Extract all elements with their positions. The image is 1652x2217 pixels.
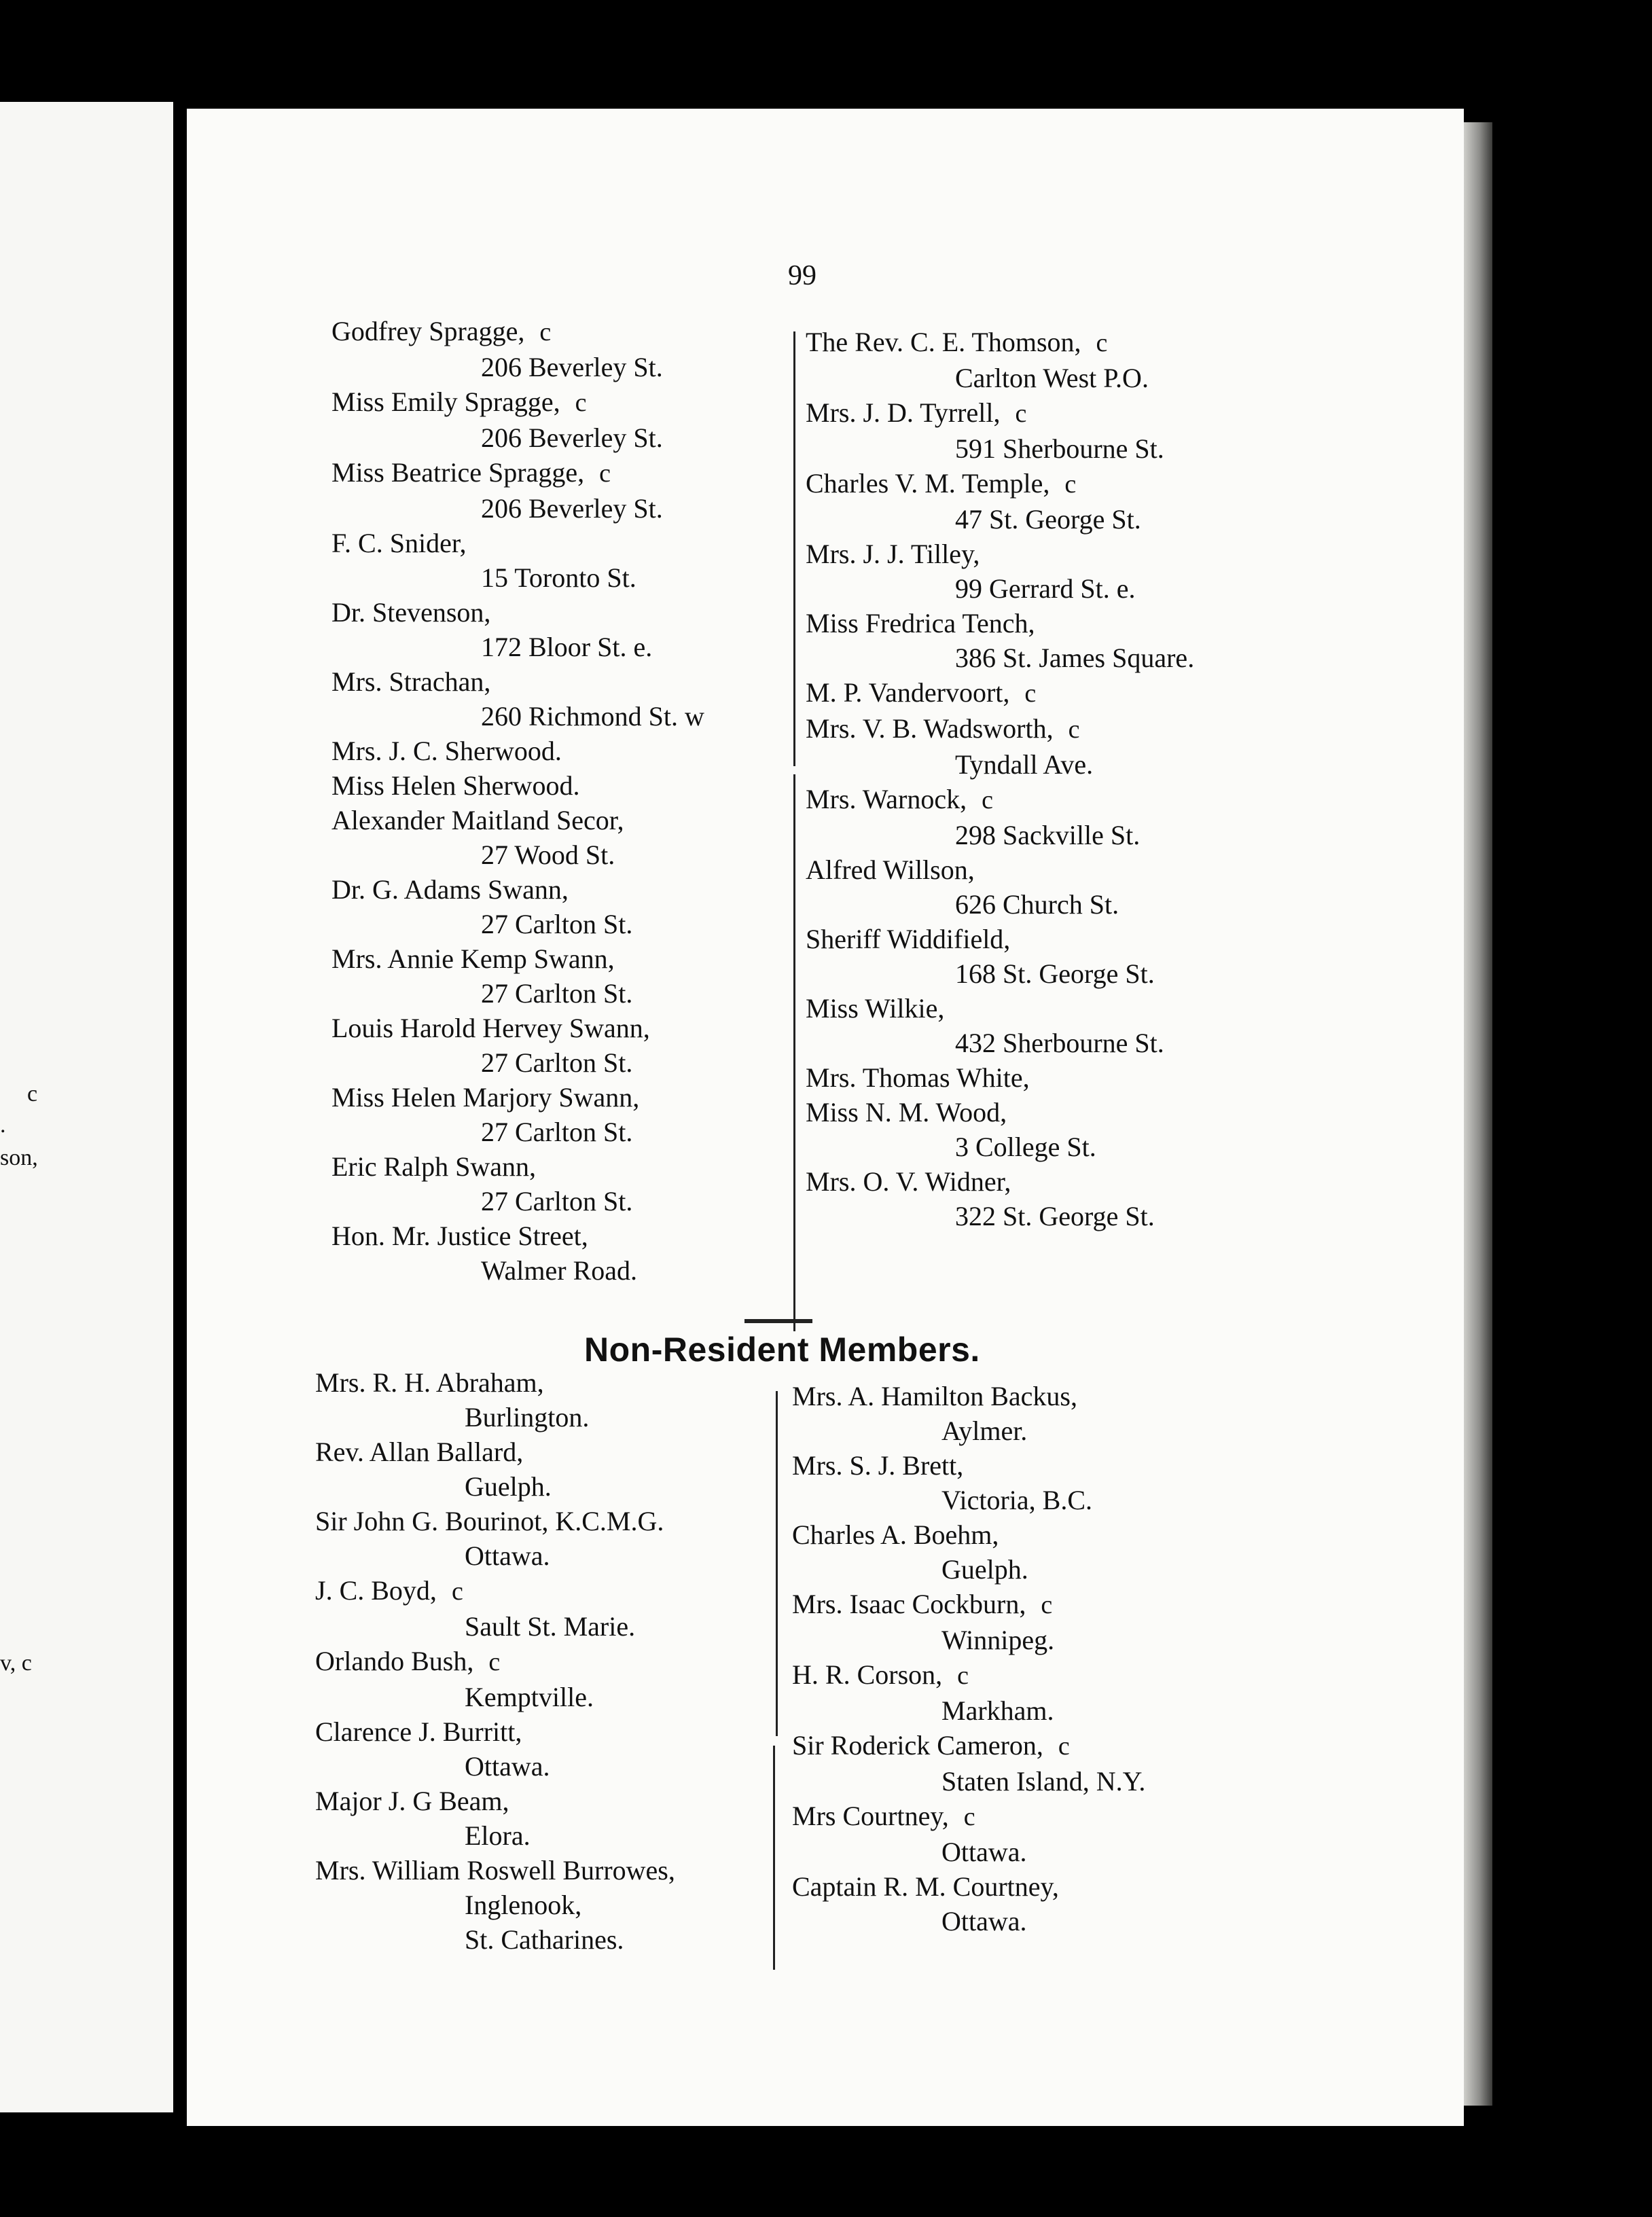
member-name-text: Charles A. Boehm, [792,1519,999,1550]
member-name [331,1149,704,1184]
member-address: 206 Beverley St. [481,493,663,524]
member-address: Victoria, B.C. [941,1485,1093,1515]
member-entry [315,1853,675,1957]
column-rule [793,774,795,1331]
member-address: 3 College St. [955,1132,1096,1162]
page-edge-strip [1464,122,1492,2106]
member-mark: c [1096,329,1108,357]
member-name-text: Sir John G. Bourinot, K.C.M.G. [315,1506,664,1536]
member-name-text: Mrs. J. C. Sherwood. [331,736,562,766]
member-name-text: Mrs. J. J. Tilley, [806,539,980,569]
member-mark: c [1064,470,1077,499]
non-resident-left-column [315,1365,675,1957]
member-name-text: Miss Helen Sherwood. [331,770,580,801]
member-entry [315,1365,675,1435]
member-name-text: Miss Fredrica Tench, [806,608,1035,638]
member-entry [315,1784,675,1853]
member-name-text: Miss Emily Spragge, [331,386,560,417]
member-name [331,1219,704,1253]
member-entry [806,991,1194,1060]
member-address: 172 Bloor St. e. [481,632,653,662]
member-name [792,1379,1145,1413]
member-name [331,455,704,491]
member-entry [806,711,1194,782]
member-entry [792,1657,1145,1728]
member-name-text: M. P. Vandervoort, [806,677,1010,708]
member-address: Markham. [941,1695,1054,1726]
member-entry [331,768,704,803]
member-entry [806,325,1194,395]
member-name [792,1869,1145,1904]
member-address: Inglenook, [465,1890,582,1920]
prev-page-fragment: v, c [0,1651,32,1676]
member-name-text: Dr. G. Adams Swann, [331,874,569,905]
member-address: 206 Beverley St. [481,422,663,453]
member-name-text: Sir Roderick Cameron, [792,1730,1043,1761]
member-name [315,1435,675,1469]
member-entry [331,314,704,384]
member-entry [315,1644,675,1714]
member-name [331,768,704,803]
column-rule [793,331,795,766]
member-address: 27 Carlton St. [481,1186,633,1216]
member-address: 99 Gerrard St. e. [955,573,1136,604]
member-name-text: Alexander Maitland Secor, [331,805,624,835]
member-entry [315,1504,675,1573]
member-name [806,922,1194,956]
member-address: Carlton West P.O. [955,363,1149,393]
member-address: Ottawa. [465,1540,550,1571]
member-name [315,1365,675,1400]
member-mark: c [982,786,993,814]
member-name-text: Mrs. A. Hamilton Backus, [792,1381,1077,1411]
member-name [806,325,1194,361]
member-address: St. Catharines. [465,1924,624,1955]
prev-page-fragment: c [27,1081,38,1106]
member-name-text: Mrs. William Roswell Burrowes, [315,1855,675,1886]
member-name [792,1657,1145,1693]
member-mark: c [1058,1732,1070,1761]
member-name-text: J. C. Boyd, [315,1575,437,1606]
member-name [331,941,704,976]
member-entry [792,1728,1145,1799]
member-entry [331,1080,704,1149]
member-entry [806,537,1194,606]
member-address: Elora. [465,1820,531,1851]
member-name-text: Mrs. O. V. Widner, [806,1166,1011,1197]
prev-page-fragment: son, [0,1145,38,1170]
member-address: 206 Beverley St. [481,352,663,382]
member-address: Sault St. Marie. [465,1611,636,1642]
member-mark: c [1041,1591,1053,1619]
member-address: 27 Wood St. [481,840,615,870]
previous-page-edge [0,102,173,2112]
member-mark: c [539,318,552,346]
member-name [792,1587,1145,1623]
member-name-text: Captain R. M. Courtney, [792,1871,1059,1902]
member-entry [806,606,1194,675]
member-name [331,664,704,699]
member-address: 626 Church St. [955,889,1119,920]
member-name [806,1060,1194,1095]
member-entry [806,1095,1194,1164]
member-entry [806,395,1194,466]
member-address: 27 Carlton St. [481,978,633,1009]
member-entry [315,1435,675,1504]
member-name-text: Mrs. Isaac Cockburn, [792,1589,1026,1619]
member-name-text: Mrs. Annie Kemp Swann, [331,943,615,974]
member-name [792,1448,1145,1483]
page-number: 99 [788,260,816,291]
column-rule [776,1391,778,1736]
member-entry [806,852,1194,922]
members-left-column [331,314,704,1288]
member-name [315,1504,675,1538]
member-name [315,1784,675,1818]
member-name-text: Mrs Courtney, [792,1801,949,1831]
member-name-text: Mrs. R. H. Abraham, [315,1367,544,1398]
member-name [315,1644,675,1680]
member-entry [331,1149,704,1219]
member-name-text: The Rev. C. E. Thomson, [806,327,1081,357]
member-entry [806,675,1194,711]
member-entry [331,1219,704,1288]
member-name-text: Charles V. M. Temple, [806,468,1050,499]
member-address: 168 St. George St. [955,958,1155,989]
member-name-text: Clarence J. Burritt, [315,1716,522,1747]
member-name [331,803,704,837]
member-address: Tyndall Ave. [955,749,1094,780]
section-divider [744,1319,812,1323]
member-name [806,852,1194,887]
member-address: 322 St. George St. [955,1201,1155,1231]
member-entry [331,1011,704,1080]
member-entry [331,455,704,526]
member-name [331,734,704,768]
member-entry [792,1517,1145,1587]
member-name-text: Mrs. S. J. Brett, [792,1450,964,1481]
member-entry [331,872,704,941]
member-name-text: Orlando Bush, [315,1646,474,1676]
member-name-text: Mrs. Thomas White, [806,1062,1030,1093]
member-name [806,606,1194,641]
member-name-text: Miss Helen Marjory Swann, [331,1082,640,1113]
member-name-text: Mrs. Warnock, [806,784,967,814]
member-entry [331,664,704,734]
member-entry [331,526,704,595]
member-mark: c [1024,679,1037,708]
member-name-text: Mrs. V. B. Wadsworth, [806,713,1054,744]
members-right-column [806,325,1194,1233]
member-name [331,1011,704,1045]
member-mark: c [488,1648,501,1676]
member-address: 260 Richmond St. w [481,701,704,732]
member-name-text: Miss Beatrice Spragge, [331,457,585,488]
member-name-text: Godfrey Spragge, [331,316,525,346]
member-mark: c [451,1577,463,1606]
member-name-text: Major J. G Beam, [315,1786,509,1816]
member-address: 15 Toronto St. [481,562,636,593]
member-entry [331,384,704,455]
member-address: 47 St. George St. [955,504,1141,535]
member-name [315,1714,675,1749]
member-name-text: Louis Harold Hervey Swann, [331,1013,650,1043]
member-name-text: Rev. Allan Ballard, [315,1437,524,1467]
member-address: Walmer Road. [481,1255,638,1286]
member-name-text: Alfred Willson, [806,854,975,885]
member-name [331,526,704,560]
member-name [806,395,1194,431]
member-mark: c [963,1803,975,1831]
member-name-text: Dr. Stevenson, [331,597,491,628]
member-entry [315,1573,675,1644]
member-name-text: Mrs. J. D. Tyrrell, [806,397,1001,428]
member-address: Ottawa. [465,1751,550,1782]
member-name-text: F. C. Snider, [331,528,467,558]
member-name [792,1728,1145,1764]
member-name [806,711,1194,747]
member-name-text: Mrs. Strachan, [331,666,491,697]
member-entry [792,1587,1145,1657]
member-address: 27 Carlton St. [481,1117,633,1147]
member-name [331,872,704,907]
member-address: Aylmer. [941,1416,1028,1446]
member-address: Guelph. [465,1471,552,1502]
member-entry [792,1379,1145,1448]
member-address: Ottawa. [941,1906,1027,1936]
member-mark: c [599,459,611,488]
member-name [792,1799,1145,1835]
member-address: 27 Carlton St. [481,1047,633,1078]
member-name-text: Miss Wilkie, [806,993,945,1024]
member-name-text: Eric Ralph Swann, [331,1151,537,1182]
member-address: Winnipeg. [941,1625,1055,1655]
member-entry [331,734,704,768]
member-name [315,1853,675,1888]
member-entry [806,922,1194,991]
member-entry [331,595,704,664]
member-address: 27 Carlton St. [481,909,633,939]
book-spine [173,95,187,2119]
member-entry [315,1714,675,1784]
member-name [806,466,1194,502]
non-resident-right-column [792,1379,1145,1939]
member-name-text: Miss N. M. Wood, [806,1097,1007,1128]
member-name [806,782,1194,818]
member-mark: c [1015,399,1027,428]
member-address: Burlington. [465,1402,590,1432]
member-address: Guelph. [941,1554,1028,1585]
member-name [806,675,1194,711]
member-name [806,1095,1194,1130]
member-mark: c [1068,715,1080,744]
member-address: Kemptville. [465,1682,594,1712]
member-address: Ottawa. [941,1837,1027,1867]
member-address: 432 Sherbourne St. [955,1028,1164,1058]
member-address: 298 Sackville St. [955,820,1141,850]
member-entry [792,1448,1145,1517]
member-mark: c [575,389,587,417]
member-address: 591 Sherbourne St. [955,433,1164,464]
member-name-text: H. R. Corson, [792,1659,943,1690]
section-heading: Non-Resident Members. [584,1331,980,1369]
member-entry [331,803,704,872]
member-mark: c [957,1661,969,1690]
member-name [331,595,704,630]
member-name-text: Sheriff Widdifield, [806,924,1011,954]
member-entry [792,1799,1145,1869]
member-address: Staten Island, N.Y. [941,1766,1146,1797]
member-name-text: Hon. Mr. Justice Street, [331,1221,588,1251]
column-rule [773,1746,775,1970]
member-entry [331,941,704,1011]
member-entry [792,1869,1145,1939]
member-name [806,1164,1194,1199]
member-name [331,1080,704,1115]
member-address: 386 St. James Square. [955,643,1195,673]
member-name [331,314,704,350]
member-name [792,1517,1145,1552]
member-name [315,1573,675,1609]
member-name [806,537,1194,571]
member-name [331,384,704,420]
member-entry [806,1060,1194,1095]
member-entry [806,1164,1194,1233]
member-entry [806,782,1194,852]
member-entry [806,466,1194,537]
prev-page-fragment: . [0,1113,6,1138]
member-name [806,991,1194,1026]
